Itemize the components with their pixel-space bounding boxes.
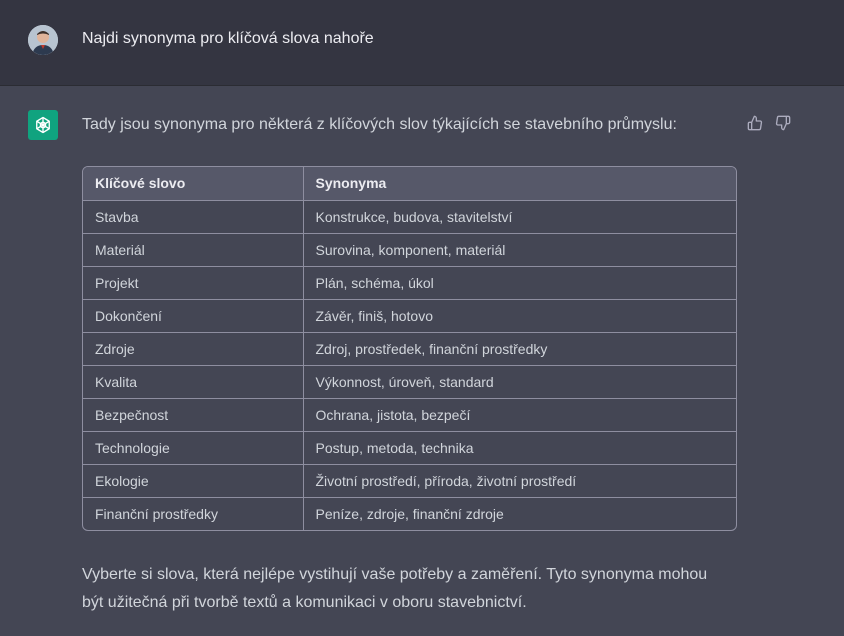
thumbs-down-button[interactable] bbox=[773, 113, 793, 133]
assistant-outro-text: Vyberte si slova, která nejlépe vystihují vaše potřeby a zaměření. Tyto synonyma mohou být užitečná při tvorbě textů a komunikaci v oboru stavebnictví. bbox=[82, 566, 708, 611]
synonyms-cell: Postup, metoda, technika bbox=[303, 431, 736, 464]
keyword-cell: Projekt bbox=[83, 266, 303, 299]
keyword-cell: Bezpečnost bbox=[83, 398, 303, 431]
keyword-cell: Ekologie bbox=[83, 464, 303, 497]
assistant-intro-text: Tady jsou synonyma pro některá z klíčových slov týkajících se stavebního průmyslu: bbox=[82, 116, 677, 133]
synonyms-cell: Ochrana, jistota, bezpečí bbox=[303, 398, 736, 431]
synonyms-cell: Peníze, zdroje, finanční zdroje bbox=[303, 497, 736, 530]
synonyms-cell: Závěr, finiš, hotovo bbox=[303, 299, 736, 332]
assistant-message-row bbox=[0, 86, 844, 636]
table-row bbox=[83, 497, 736, 530]
keyword-cell: Kvalita bbox=[83, 365, 303, 398]
keyword-cell: Dokončení bbox=[83, 299, 303, 332]
thumbs-up-button[interactable] bbox=[745, 113, 765, 133]
table-row bbox=[83, 332, 736, 365]
table-row bbox=[83, 365, 736, 398]
keyword-cell: Finanční prostředky bbox=[83, 497, 303, 530]
synonyms-cell: Plán, schéma, úkol bbox=[303, 266, 736, 299]
keyword-cell: Materiál bbox=[83, 233, 303, 266]
table-row bbox=[83, 200, 736, 233]
thumbs-down-icon bbox=[775, 115, 791, 131]
table-header-synonyms: Synonyma bbox=[303, 167, 736, 200]
keyword-cell: Technologie bbox=[83, 431, 303, 464]
user-message-row bbox=[0, 0, 844, 86]
synonyms-cell: Životní prostředí, příroda, životní prostředí bbox=[303, 464, 736, 497]
keyword-cell: Zdroje bbox=[83, 332, 303, 365]
table-row bbox=[83, 431, 736, 464]
table-row bbox=[83, 398, 736, 431]
table-row bbox=[83, 464, 736, 497]
user-avatar bbox=[28, 25, 58, 55]
thumbs-up-icon bbox=[747, 115, 763, 131]
synonyms-cell: Zdroj, prostředek, finanční prostředky bbox=[303, 332, 736, 365]
synonyms-cell: Konstrukce, budova, stavitelství bbox=[303, 200, 736, 233]
synonyms-table bbox=[82, 166, 737, 531]
table-header-row bbox=[83, 167, 736, 200]
keyword-cell: Stavba bbox=[83, 200, 303, 233]
table-header-keyword: Klíčové slovo bbox=[83, 167, 303, 200]
table-row bbox=[83, 233, 736, 266]
openai-logo-icon bbox=[28, 110, 58, 140]
user-message-text: Najdi synonyma pro klíčová slova nahoře bbox=[82, 30, 374, 47]
synonyms-cell: Surovina, komponent, materiál bbox=[303, 233, 736, 266]
table-row bbox=[83, 266, 736, 299]
table-row bbox=[83, 299, 736, 332]
synonyms-cell: Výkonnost, úroveň, standard bbox=[303, 365, 736, 398]
